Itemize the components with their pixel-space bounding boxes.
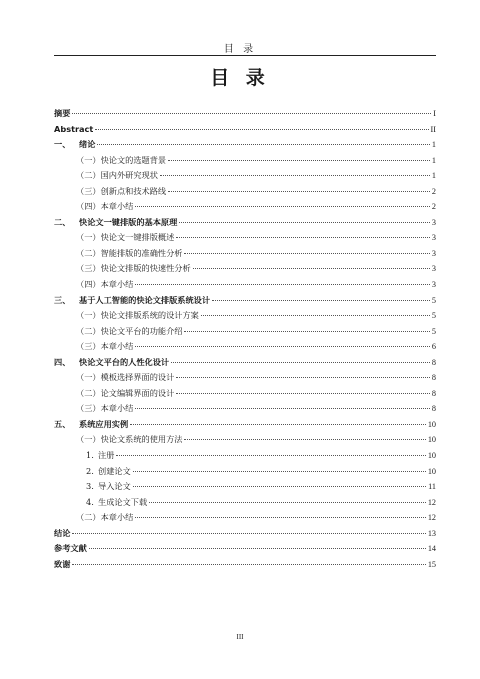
toc-entry-label: 致谢	[54, 558, 71, 569]
toc-entry-label-group	[76, 510, 133, 526]
toc-entry-page: I	[433, 109, 436, 118]
toc-dot-leader	[184, 331, 429, 332]
toc-entry[interactable]	[54, 246, 436, 262]
toc-entry-label: 结论	[54, 527, 71, 538]
toc-entry-page: 10	[427, 451, 436, 461]
toc-entry-label-group	[54, 137, 95, 153]
toc-entry-page: 13	[427, 528, 436, 538]
page-title: 目 录	[210, 67, 270, 89]
toc-entry[interactable]	[54, 153, 436, 169]
toc-dot-leader	[176, 377, 430, 378]
toc-entry-label-group	[54, 293, 210, 309]
toc-entry-label-group	[76, 308, 199, 324]
toc-entry[interactable]	[54, 122, 436, 138]
toc-entry-label-group	[86, 448, 114, 464]
toc-dot-leader	[160, 175, 430, 176]
toc-entry[interactable]	[54, 215, 436, 231]
toc-entry-label: 导入论文	[98, 481, 131, 492]
toc-entry-page: 12	[427, 497, 436, 507]
toc-dot-leader	[133, 471, 426, 472]
toc-entry[interactable]	[54, 106, 436, 122]
toc-entry-label-group	[86, 479, 131, 495]
toc-dot-leader	[149, 502, 426, 503]
toc-entry-label-group	[76, 153, 166, 169]
toc-entry-label: （四）本章小结	[76, 201, 134, 212]
toc-entry-page: 2	[431, 202, 436, 212]
toc-entry-label-group	[76, 401, 133, 417]
toc-entry-label: 绪论	[79, 139, 96, 150]
toc-entry-number: 四、	[54, 356, 71, 367]
toc-dot-leader	[184, 253, 429, 254]
toc-entry[interactable]	[54, 495, 436, 511]
toc-dot-leader	[193, 268, 430, 269]
toc-entry-number: 3.	[86, 481, 94, 492]
toc-dot-leader	[135, 517, 425, 518]
toc-dot-leader	[176, 237, 430, 238]
toc-entry-label-group	[76, 370, 174, 386]
toc-entry-label: （二）本章小结	[76, 512, 134, 523]
toc-entry-label-group	[54, 355, 169, 371]
toc-dot-leader	[201, 315, 430, 316]
toc-dot-leader	[72, 564, 425, 565]
toc-entry-label: （一）快论文排版系统的设计方案	[76, 310, 199, 321]
toc-entry-label: （一）快论文的选题背景	[76, 154, 167, 165]
toc-entry[interactable]	[54, 417, 436, 433]
toc-entry-label: 生成论文下载	[98, 496, 148, 507]
toc-entry[interactable]	[54, 199, 436, 215]
toc-entry-label-group	[76, 386, 174, 402]
toc-entry-page: 11	[428, 482, 436, 492]
toc-dot-leader	[72, 113, 431, 114]
toc-entry-label: （二）快论文平台的功能介绍	[76, 325, 183, 336]
toc-entry-number: 二、	[54, 216, 71, 227]
toc-entry-label-group	[76, 199, 133, 215]
toc-entry-label: （二）论文编辑界面的设计	[76, 387, 175, 398]
toc-entry-label: 参考文献	[54, 543, 87, 554]
toc-entry[interactable]	[54, 261, 436, 277]
toc-dot-leader	[95, 129, 428, 130]
toc-entry[interactable]	[54, 168, 436, 184]
toc-entry[interactable]	[54, 401, 436, 417]
toc-entry-page: 6	[431, 342, 436, 352]
toc-entry[interactable]	[54, 386, 436, 402]
toc-dot-leader	[130, 424, 426, 425]
toc-entry-label-group	[54, 417, 128, 433]
toc-dot-leader	[116, 455, 425, 456]
toc-dot-leader	[212, 300, 430, 301]
toc-entry[interactable]	[54, 510, 436, 526]
toc-entry-page: 3	[431, 280, 436, 290]
toc-entry-label-group	[76, 339, 133, 355]
toc-entry-page: 3	[431, 248, 436, 258]
toc-entry[interactable]	[54, 339, 436, 355]
toc-dot-leader	[135, 346, 430, 347]
footer-page-number: III	[236, 633, 244, 641]
toc-entry-label: （三）快论文排版的快速性分析	[76, 263, 191, 274]
toc-dot-leader	[72, 533, 425, 534]
toc-entry-label-group	[76, 246, 182, 262]
toc-entry-number: 一、	[54, 139, 71, 150]
toc-entry[interactable]	[54, 355, 436, 371]
toc-entry-label-group	[86, 464, 131, 480]
running-header: 目 录	[223, 44, 257, 55]
toc-entry-page: 8	[431, 388, 436, 398]
toc-list	[54, 106, 436, 572]
toc-dot-leader	[135, 408, 430, 409]
toc-entry-label-group	[76, 261, 191, 277]
toc-dot-leader	[97, 144, 430, 145]
toc-entry[interactable]	[54, 557, 436, 573]
toc-entry-page: II	[430, 124, 436, 134]
toc-entry-number: 2.	[86, 465, 94, 476]
toc-entry-label: （三）创新点和技术路线	[76, 185, 167, 196]
toc-entry-label-group	[76, 432, 182, 448]
toc-entry-page: 8	[431, 357, 436, 367]
toc-entry[interactable]	[54, 293, 436, 309]
toc-dot-leader	[171, 362, 430, 363]
toc-entry-page: 5	[431, 311, 436, 321]
toc-entry-label: （一）快论文一键排版概述	[76, 232, 175, 243]
toc-entry[interactable]	[54, 448, 436, 464]
toc-entry-label: 摘要	[54, 108, 71, 118]
toc-entry-label: （二）国内外研究现状	[76, 170, 158, 181]
toc-entry-page: 1	[431, 171, 436, 181]
toc-entry-label-group	[54, 122, 93, 138]
toc-dot-leader	[89, 548, 426, 549]
toc-entry-page: 2	[431, 186, 436, 196]
toc-entry[interactable]	[54, 432, 436, 448]
toc-dot-leader	[176, 393, 430, 394]
toc-entry-label: 系统应用实例	[79, 418, 129, 429]
toc-entry-page: 5	[431, 326, 436, 336]
toc-dot-leader	[184, 439, 425, 440]
header-rule	[54, 55, 436, 56]
toc-entry-page: 10	[427, 466, 436, 476]
toc-entry-page: 10	[427, 419, 436, 429]
toc-entry-label-group	[54, 106, 70, 122]
toc-entry-label: （三）本章小结	[76, 403, 134, 414]
toc-entry-label: 注册	[98, 450, 115, 461]
toc-entry-label: （四）本章小结	[76, 279, 134, 290]
toc-entry-page: 3	[431, 217, 436, 227]
toc-entry-label: 基于人工智能的快论文排版系统设计	[79, 294, 211, 305]
toc-entry-label: （三）本章小结	[76, 341, 134, 352]
toc-entry-label-group	[54, 215, 177, 231]
toc-entry-label-group	[54, 526, 70, 542]
toc-entry-page: 8	[431, 373, 436, 383]
toc-entry-label-group	[76, 230, 174, 246]
toc-dot-leader	[133, 486, 426, 487]
toc-entry-number: 1.	[86, 450, 94, 461]
toc-entry[interactable]	[54, 230, 436, 246]
toc-entry-page: 1	[431, 155, 436, 165]
toc-entry[interactable]	[54, 464, 436, 480]
toc-entry-page: 5	[431, 295, 436, 305]
toc-dot-leader	[179, 222, 430, 223]
toc-entry-label-group	[76, 324, 182, 340]
toc-entry-page: 10	[427, 435, 436, 445]
toc-entry-label-group	[54, 541, 87, 557]
toc-entry-number: 三、	[54, 294, 71, 305]
toc-entry-label-group	[76, 184, 166, 200]
toc-entry-label: （二）智能排版的准确性分析	[76, 247, 183, 258]
toc-dot-leader	[135, 206, 430, 207]
toc-entry-page: 14	[427, 544, 436, 554]
toc-entry[interactable]	[54, 370, 436, 386]
toc-entry[interactable]	[54, 324, 436, 340]
toc-entry-label: 快论文平台的人性化设计	[79, 356, 170, 367]
toc-entry-label: （一）模板选择界面的设计	[76, 372, 175, 383]
toc-entry-page: 3	[431, 264, 436, 274]
toc-entry[interactable]	[54, 526, 436, 542]
toc-entry[interactable]	[54, 277, 436, 293]
toc-entry-page: 3	[431, 233, 436, 243]
toc-entry-label: Abstract	[54, 123, 94, 134]
toc-entry-page: 15	[427, 559, 436, 569]
toc-entry[interactable]	[54, 184, 436, 200]
toc-dot-leader	[168, 191, 430, 192]
toc-entry-label-group	[86, 495, 147, 511]
toc-entry-label: 快论文一键排版的基本原理	[79, 216, 178, 227]
toc-entry[interactable]	[54, 137, 436, 153]
toc-entry[interactable]	[54, 541, 436, 557]
toc-entry-label-group	[54, 557, 70, 573]
toc-entry-page: 8	[431, 404, 436, 414]
toc-entry-number: 五、	[54, 418, 71, 429]
toc-dot-leader	[135, 284, 430, 285]
toc-entry[interactable]	[54, 479, 436, 495]
toc-entry-label: 创建论文	[98, 465, 131, 476]
toc-entry-label: （一）快论文系统的使用方法	[76, 434, 183, 445]
toc-entry-label-group	[76, 168, 158, 184]
toc-dot-leader	[168, 160, 430, 161]
toc-entry-label-group	[76, 277, 133, 293]
toc-entry-page: 1	[431, 140, 436, 150]
toc-entry[interactable]	[54, 308, 436, 324]
toc-entry-number: 4.	[86, 496, 94, 507]
toc-entry-page: 12	[427, 513, 436, 523]
